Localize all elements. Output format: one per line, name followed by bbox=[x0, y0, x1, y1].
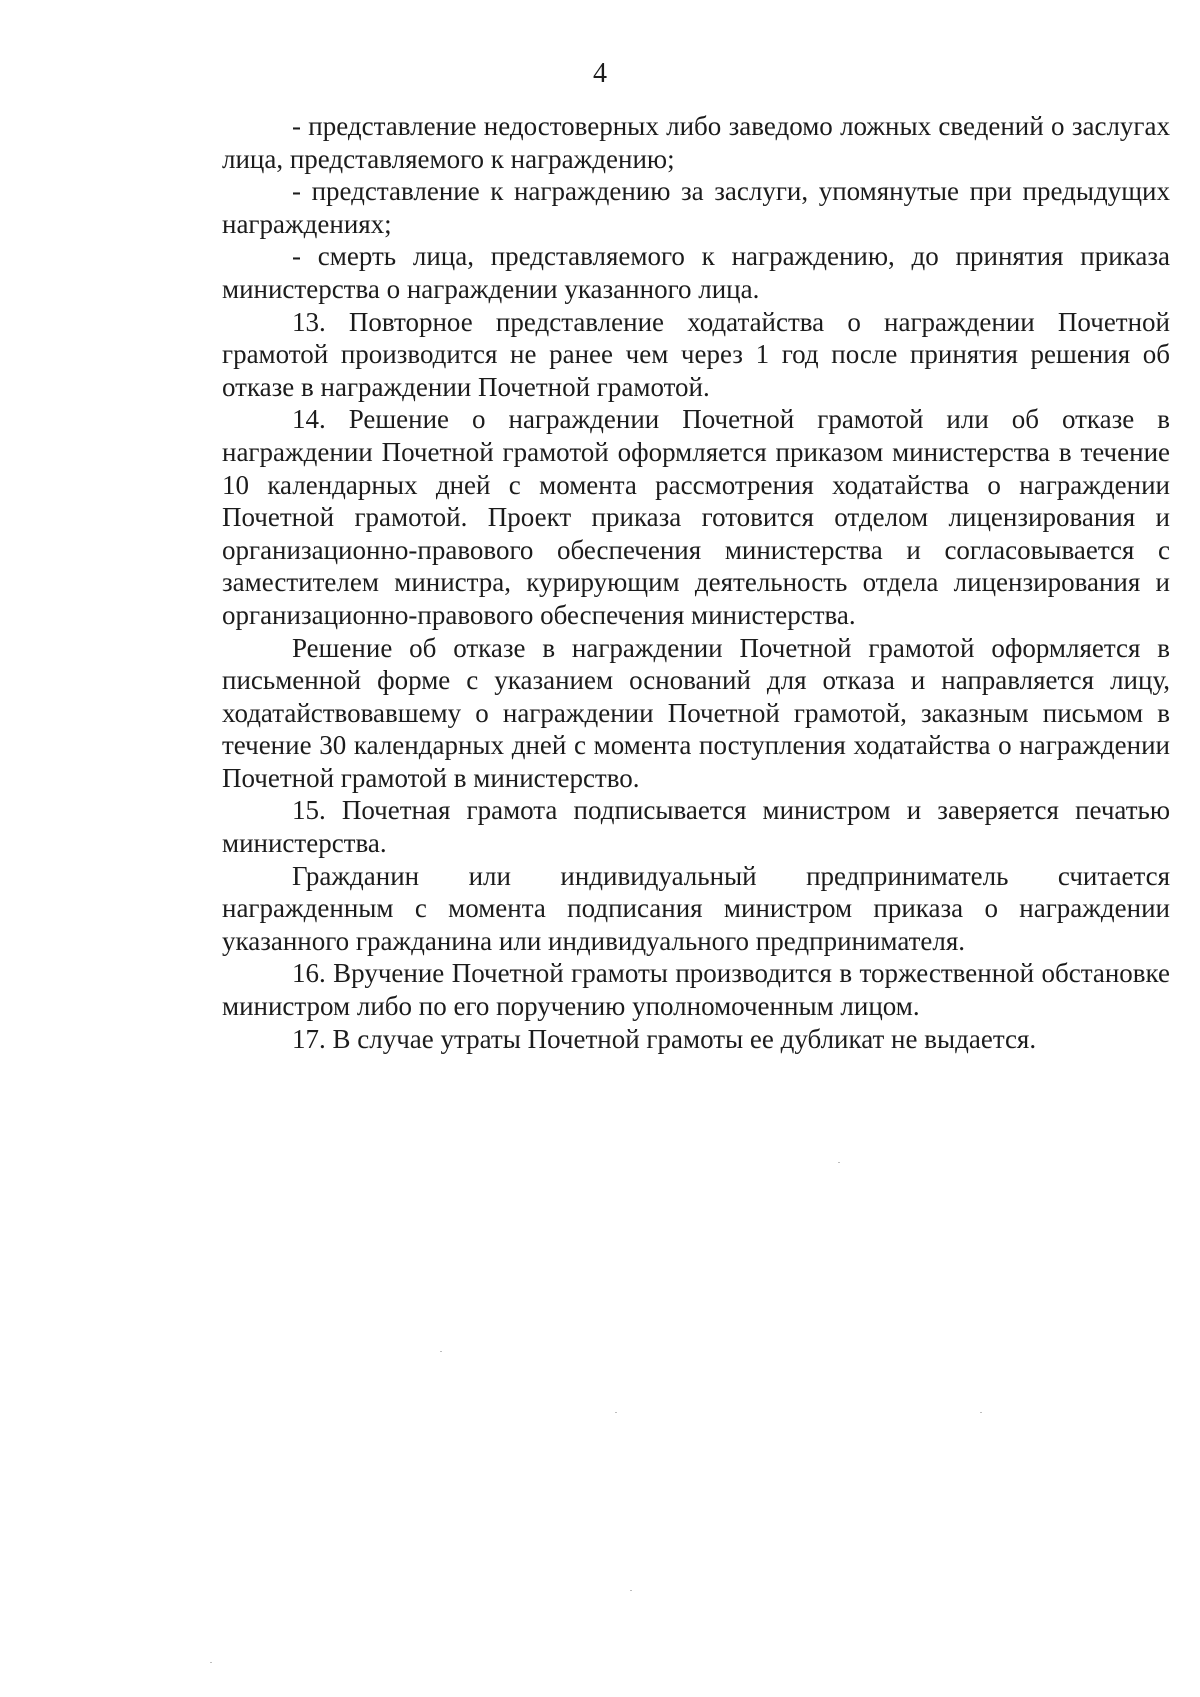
page-number: 4 bbox=[593, 58, 607, 89]
scan-speck bbox=[615, 1412, 617, 1413]
paragraph-clause-13: 13. Повторное представление ходатайства о награждении Почетной грамотой производится не ранее чем через 1 год после принятия решения об отказе в награждении Почетной грамотой. bbox=[222, 306, 1170, 402]
scan-speck bbox=[630, 1590, 632, 1591]
paragraph-clause-15: 15. Почетная грамота подписывается министром и заверяется печатью министерства. bbox=[222, 795, 1170, 859]
paragraph-clause-17: 17. В случае утраты Почетной грамоты ее дубликат не выдается. bbox=[292, 1023, 1037, 1054]
paragraph-list-item-previous-merits: - представление к награждению за заслуги, упомянутые при предыдущих награждениях; bbox=[222, 176, 1170, 239]
scan-speck bbox=[210, 1662, 212, 1663]
paragraph-list-item-false-info: - представление недостоверных либо заведомо ложных сведений о заслугах лица, представляемого к награждению; bbox=[222, 111, 1170, 174]
scan-speck bbox=[838, 1162, 840, 1163]
paragraph-awarded-moment: Гражданин или индивидуальный предприниматель считается награжденным с момента подписания министром приказа о награждении указанного гражданина или индивидуального предпринимателя. bbox=[222, 860, 1170, 956]
paragraph-clause-14: 14. Решение о награждении Почетной грамотой или об отказе в награждении Почетной грамотой оформляется приказом министерства в течение 10 календарных дней с момента рассмотрения ходатайства о награждении Почетной грамотой. Проект приказа готовится отделом лицензирования и организационно-правового обеспечения министерства и согласовывается с заместителем министра, курирующим деятельность отдела лицензирования и организационно-правового обеспечения министерства. bbox=[222, 404, 1170, 630]
paragraph-refusal-decision: Решение об отказе в награждении Почетной грамотой оформляется в письменной форме с указанием оснований для отказа и направляется лицу, ходатайствовавшему о награждении Почетной грамотой, заказным письмом в течение 30 календарных дней с момента поступления ходатайства о награждении Почетной грамотой в министерство. bbox=[222, 632, 1170, 793]
scan-speck bbox=[440, 1351, 442, 1352]
document-body bbox=[222, 110, 1170, 1055]
paragraph-clause-16: 16. Вручение Почетной грамоты производится в торжественной обстановке министром либо по его поручению уполномоченным лицом. bbox=[222, 958, 1170, 1022]
paragraph-list-item-death: - смерть лица, представляемого к награждению, до принятия приказа министерства о награждении указанного лица. bbox=[222, 241, 1170, 304]
scan-speck bbox=[980, 1412, 982, 1413]
